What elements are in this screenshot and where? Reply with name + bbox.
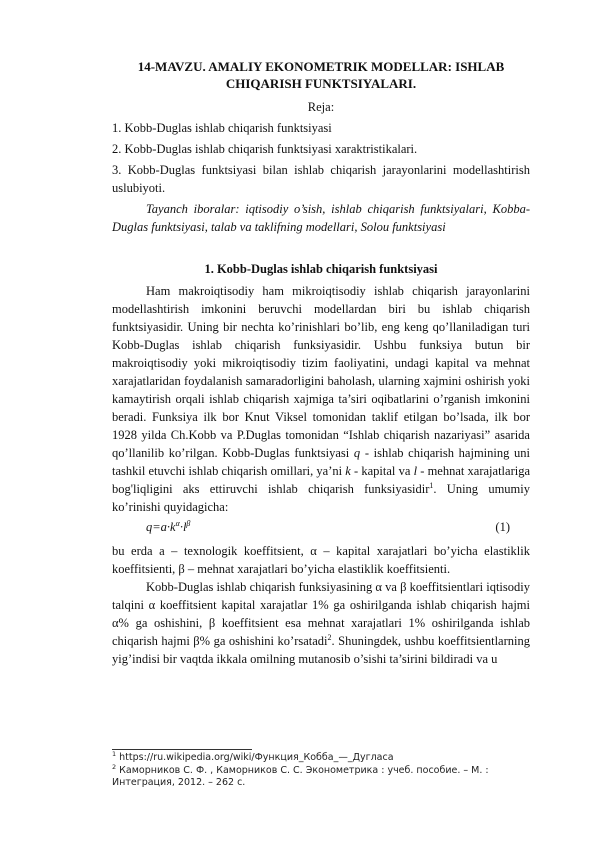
footnote-divider xyxy=(112,749,252,750)
footnote-ref-1[interactable]: 1 xyxy=(429,480,434,490)
equation-number: (1) xyxy=(495,520,510,534)
para1-text-c: - kapital va xyxy=(354,464,411,478)
footnote-2-text: Каморников С. Ф. , Каморников С. С. Эконометрика : учеб. пособие. – М. : Интеграция, 2012. – 262 с. xyxy=(112,764,489,788)
document-page xyxy=(112,58,530,668)
para1-text-b: - ishlab chiqarish hajmining uni tashkil etuvchi ishlab chiqarish omillari, ya’ni xyxy=(112,446,530,478)
formula-exp-beta: β xyxy=(186,518,191,528)
para3-text-b: . Shuningdek, ushbu koeffitsientlarning yig’indisi bir vaqtda ikkala omilning mutanosib o’sishi ta’sirini bildiradi va u xyxy=(112,634,530,666)
title-line-2: CHIQARISH FUNKTSIYALARI. xyxy=(225,76,417,91)
paragraph-definitions: bu erda a – texnologik koeffitsient, α – kapital xarajatlari bo’yicha elastiklik koeffitsienti, β – mehnat xarajatlari bo’yicha elastiklik koeffitsienti. xyxy=(112,544,530,576)
plan-item-2: 2. Kobb-Duglas ishlab chiqarish funktsiyasi xaraktristikalari. xyxy=(112,142,418,156)
footnote-ref-2[interactable]: 2 xyxy=(327,632,332,642)
var-l: l xyxy=(413,464,418,478)
var-q: q xyxy=(353,446,361,460)
formula xyxy=(146,520,190,535)
plan-item-1: 1. Kobb-Duglas ishlab chiqarish funktsiyasi xyxy=(112,121,332,135)
footnote-1-text[interactable]: https://ru.wikipedia.org/wiki/Функция_Кобба_—_Дугласа xyxy=(116,752,394,763)
footnote-2-ref: 2 xyxy=(112,762,117,771)
formula-row xyxy=(112,516,530,542)
para3-text-a: Kobb-Duglas ishlab chiqarish funksiyasining α va β koeffitsientlari iqtisodiy talqini α koeffitsient kapital xarajatlar 1% ga oshirilganda ishlab chiqarish hajmi α% ga oshishini, β koeffitsient esa mehnat xarajatlari 1% oshirilganda ishlab chiqarish hajmi β% ga oshishini ko’rsatadi xyxy=(112,580,530,648)
para1-text-a: Ham makroiqtisodiy ham mikroiqtisodiy ishlab chiqarish jarayonlarini modellashtirish imkonini beruvchi modellardan biri bu ishlab chiqarish funktsiyasidir. Uning bir nechta ko’rinishlari bo’lib, eng keng qo’llaniladigan turi Kobb-Duglas ishlab chiqarish funksiyasidir. Ushbu funksiya butun bir makroiqtisodiy yoki mikroiqtisodiy tizim faoliyatini, undagi kapital va mehnat xarajatlaridan foydalanish samaradorligini baholash, ularning xajmini oshirish yoki kamaytirish orqali ishlab chiqarish xajmiga ta’siri oqibatlarini o’rganish imkonini beradi. Funksiya ilk bor Knut Viksel tomonidan taklif etilgan bo’lsada, ilk bor 1928 yilda Ch.Kobb va P.Duglas tomonidan “Ishlab chiqarish nazariyasi” asarida qo’llanilib ko’rilgan. Kobb-Duglas funktsiyasi xyxy=(112,284,530,460)
keywords-paragraph: Tayanch iboralar: iqtisodiy o’sish, ishlab chiqarish funktsiyalari, Kobba-Duglas funktsiyasi, talab va taklifning modellari, Solou funktsiyasi xyxy=(112,202,530,234)
formula-lhs: q=a·k xyxy=(146,520,176,534)
plan-heading: Reja: xyxy=(307,100,335,114)
document-title xyxy=(112,58,530,92)
footnote-1-ref: 1 xyxy=(112,749,117,758)
formula-exp-alpha: α xyxy=(175,518,180,528)
section-title: 1. Kobb-Duglas ishlab chiqarish funktsiyasi xyxy=(204,262,438,276)
formula-mid: ·l xyxy=(179,520,187,534)
title-line-1: 14-MAVZU. AMALIY EKONOMETRIK MODELLAR: ISHLAB xyxy=(137,59,505,74)
plan-item-3: 3. Kobb-Duglas funktsiyasi bilan ishlab chiqarish jarayonlarini modellashtirish uslubiyoti. xyxy=(112,163,530,195)
para1-text-d: - mehnat xarajatlariga bog'liqligini aks ettiruvchi ishlab chiqarish funksiyasidir xyxy=(112,464,531,496)
var-k: k xyxy=(345,464,351,478)
paragraph-interpretation xyxy=(112,578,530,668)
paragraph-intro xyxy=(112,282,530,516)
para1-text-e: . Uning umumiy ko’rinishi quyidagicha: xyxy=(112,482,530,514)
footnote-2 xyxy=(112,762,530,790)
footnotes xyxy=(112,749,530,790)
footnote-1 xyxy=(112,749,530,765)
